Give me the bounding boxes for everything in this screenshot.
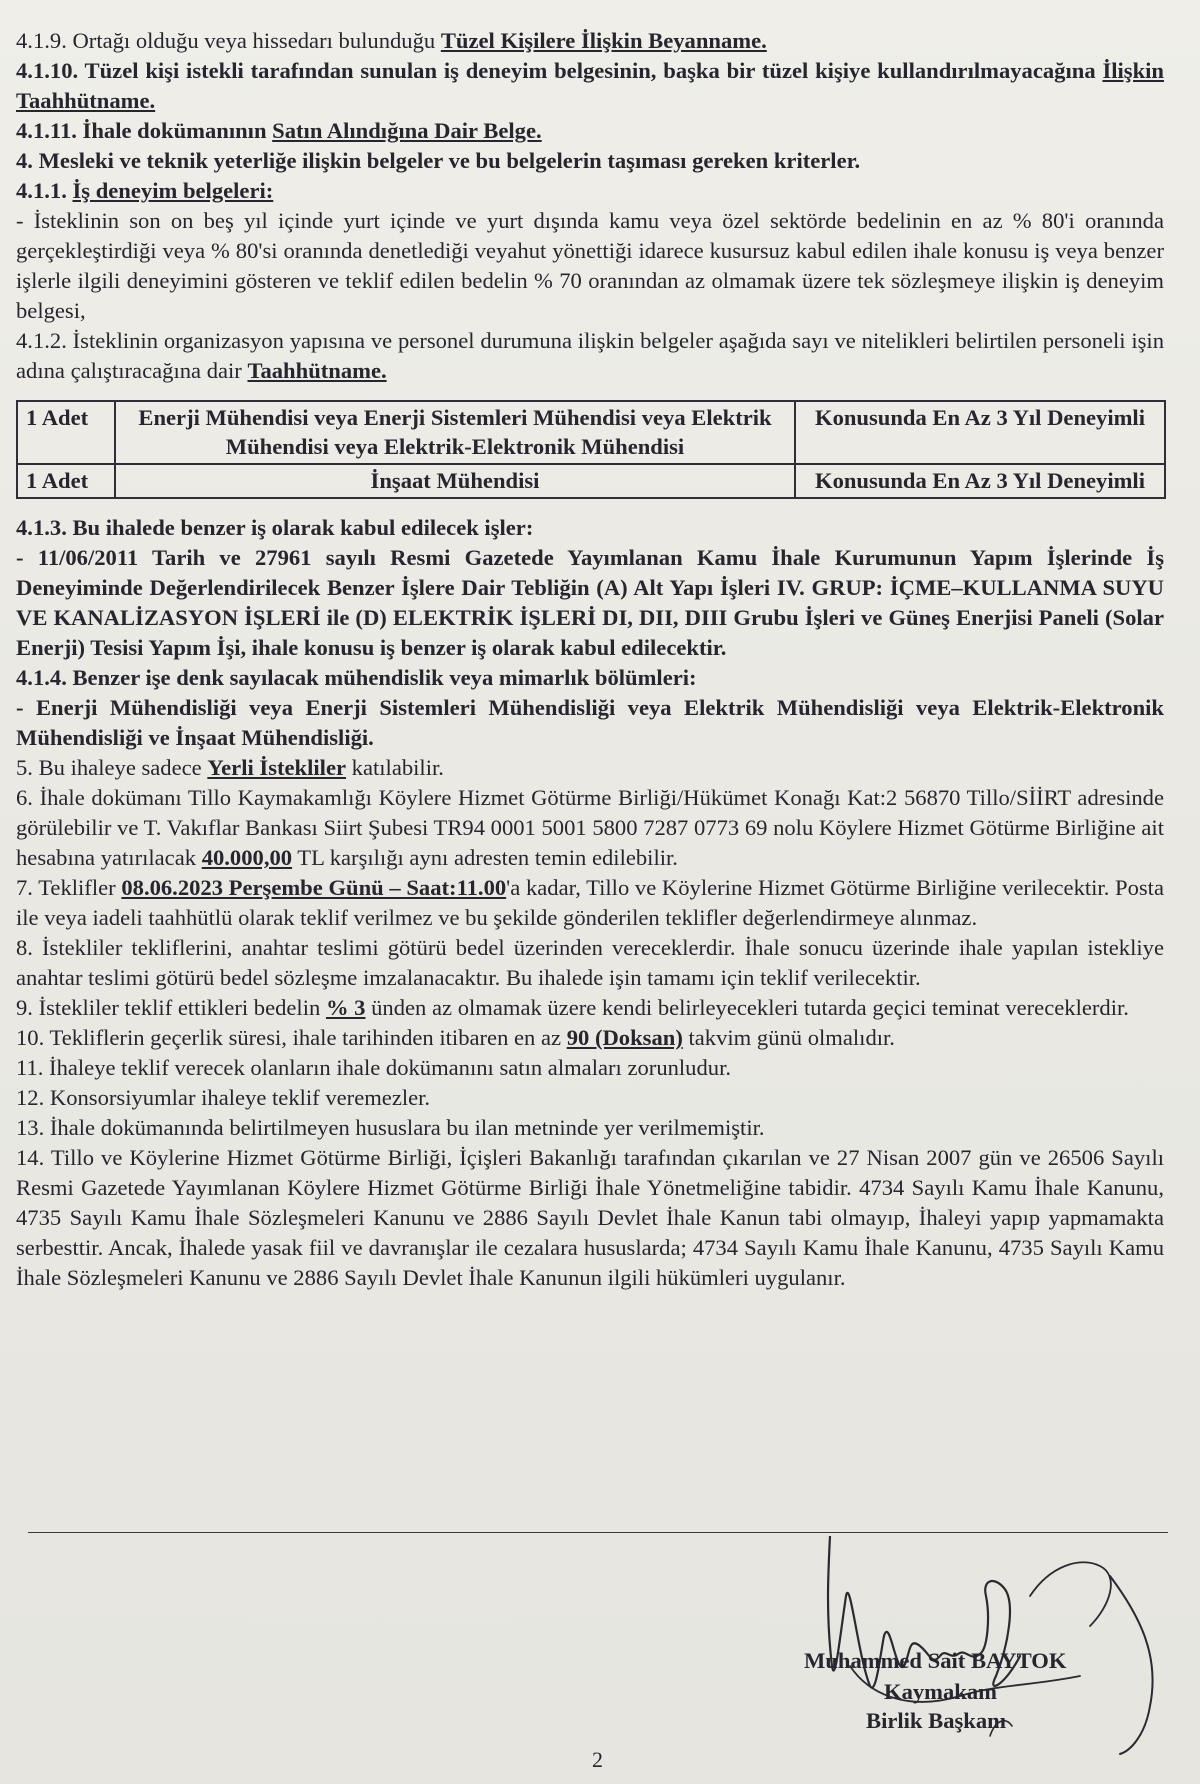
document-body: [16, 26, 1164, 1293]
similar-works-text: - 11/06/2011 Tarih ve 27961 sayılı Resmi Gazetede Yayımlanan Kamu İhale Kurumunun Yapım İşlerinde İş Deneyiminde Değerlendirilecek Benzer İşlere Dair Tebliğin (A) Alt Yapı İşleri IV. GRUP: İÇME–KULLANMA SUYU VE KANALİZASYON İŞLERİ ile (D) ELEKTRİK İŞLERİ DI, DII, DIII Grubu İşleri ve Güneş Enerjisi Paneli (Solar Enerji) Tesisi Yapım İşi, ihale konusu iş benzer iş olarak kabul edilecektir.: [16, 545, 1164, 660]
signature-block: [780, 1536, 1190, 1756]
engineering-departments-text: - Enerji Mühendisliği veya Enerji Sistemleri Mühendisliği veya Elektrik Mühendisliği veya Elektrik-Elektronik Mühendisliği ve İnşaat Mühendisliği.: [16, 695, 1164, 750]
item-4-1-2: 4.1.2. İsteklinin organizasyon yapısına ve personel durumuna ilişkin belgeler aşağıda sayı ve nitelikleri belirtilen personeli işin adına çalıştıracağına dair Taahhütname.: [16, 328, 1164, 383]
role-cell: Enerji Mühendisi veya Enerji Sistemleri Mühendisi veya Elektrik Mühendisi veya Elektrik-Elektronik Mühendisi: [115, 401, 795, 464]
signatory-name: Muhammed Sait BAYTOK: [804, 1648, 1067, 1673]
item-4-1-11: 4.1.11. İhale dokümanının Satın Alındığına Dair Belge.: [16, 118, 542, 143]
item-9: 9. İstekliler teklif ettikleri bedelin % 3 ünden az olmamak üzere kendi belirleyecekleri tutarda geçici teminat vereceklerdir.: [16, 995, 1129, 1020]
item-10: 10. Tekliflerin geçerlik süresi, ihale tarihinden itibaren en az 90 (Doksan) takvim günü olmalıdır.: [16, 1025, 895, 1050]
item-4-1-4: 4.1.4. Benzer işe denk sayılacak mühendislik veya mimarlık bölümleri:: [16, 665, 697, 690]
item-4-1-9: 4.1.9. Ortağı olduğu veya hissedarı bulunduğu Tüzel Kişilere İlişkin Beyanname.: [16, 28, 767, 53]
table-row: [17, 401, 1165, 464]
item-4-1-1: 4.1.1. İş deneyim belgeleri:: [16, 178, 274, 203]
item-11: 11. İhaleye teklif verecek olanların ihale dokümanını satın almaları zorunludur.: [16, 1055, 732, 1080]
experience-cell: Konusunda En Az 3 Yıl Deneyimli: [795, 401, 1165, 464]
item-7: 7. Teklifler 08.06.2023 Perşembe Günü – Saat:11.00'a kadar, Tillo ve Köylerine Hizmet Götürme Birliğine verilecektir. Posta ile veya iadeli taahhütlü olarak teklif verilmez ve bu şekilde gönderilen teklifler değerlendirmeye alınmaz.: [16, 875, 1164, 930]
section-4-heading: 4. Mesleki ve teknik yeterliğe ilişkin belgeler ve bu belgelerin taşıması gereken kriterler.: [16, 148, 861, 173]
item-5: 5. Bu ihaleye sadece Yerli İstekliler katılabilir.: [16, 755, 444, 780]
page-number: 2: [592, 1747, 603, 1772]
item-12: 12. Konsorsiyumlar ihaleye teklif veremezler.: [16, 1085, 431, 1110]
personnel-table: [16, 400, 1166, 499]
signatory-role: Birlik Başkanı: [866, 1708, 1007, 1733]
item-4-1-10: 4.1.10. Tüzel kişi istekli tarafından sunulan iş deneyim belgesinin, başka bir tüzel kişiye kullandırılmayacağına İlişkin Taahhütname.: [16, 58, 1164, 113]
item-6: 6. İhale dokümanı Tillo Kaymakamlığı Köylere Hizmet Götürme Birliği/Hükümet Konağı Kat:2 56870 Tillo/SİİRT adresinde görülebilir ve T. Vakıflar Bankası Siirt Şubesi TR94 0001 5001 5800 7287 0773 69 nolu Köylere Hizmet Götürme Birliğine ait hesabına yatırılacak 40.000,00 TL karşılığı aynı adresten temin edilebilir.: [16, 785, 1164, 870]
item-13: 13. İhale dokümanında belirtilmeyen hususlara bu ilan metninde yer verilmemiştir.: [16, 1115, 765, 1140]
item-8: 8. İstekliler tekliflerini, anahtar teslimi götürü bedel üzerinden vereceklerdir. İhale sonucu üzerinde ihale yapılan istekliye anahtar teslimi götürü bedel sözleşme imzalanacaktır. Bu ihalede işin tamamı için teklif verilecektir.: [16, 935, 1164, 990]
item-14: 14. Tillo ve Köylerine Hizmet Götürme Birliği, İçişleri Bakanlığı tarafından çıkarılan ve 27 Nisan 2007 gün ve 26506 Sayılı Resmi Gazetede Yayımlanan Köylere Hizmet Götürme Birliği İhale Yönetmeliğine tabidir. 4734 Sayılı Kamu İhale Kanunu, 4735 Sayılı Kamu İhale Sözleşmeleri Kanunu ve 2886 Sayılı Devlet İhale Kanun tabi olmayıp, İhaleyi yapıp yapmamakta serbesttir. Ancak, İhalede yasak fiil ve davranışlar ile cezalara hususlarda; 4734 Sayılı Kamu İhale Kanunu, 4735 Sayılı Kamu İhale Sözleşmeleri Kanunu ve 2886 Sayılı Devlet İhale Kanunun ilgili hükümleri uygulanır.: [16, 1145, 1164, 1290]
qty-cell: 1 Adet: [17, 401, 115, 464]
signatory-title: Kaymakam: [884, 1679, 997, 1704]
work-experience-text: - İsteklinin son on beş yıl içinde yurt içinde ve yurt dışında kamu veya özel sektörde bedelinin en az % 80'i oranında gerçekleştirdiği veya % 80'si oranında denetlediği veyahut yönettiği idarece kusursuz kabul edilen ihale konusu iş veya benzer işlerle ilgili deneyimini gösteren ve teklif edilen bedelin % 70 oranından az olmamak üzere tek sözleşmeye ilişkin iş deneyim belgesi,: [16, 208, 1164, 323]
qty-cell: 1 Adet: [17, 464, 115, 498]
experience-cell: Konusunda En Az 3 Yıl Deneyimli: [795, 464, 1165, 498]
role-cell: İnşaat Mühendisi: [115, 464, 795, 498]
item-4-1-3: 4.1.3. Bu ihalede benzer iş olarak kabul edilecek işler:: [16, 515, 534, 540]
table-row: [17, 464, 1165, 498]
horizontal-rule: [28, 1532, 1168, 1533]
